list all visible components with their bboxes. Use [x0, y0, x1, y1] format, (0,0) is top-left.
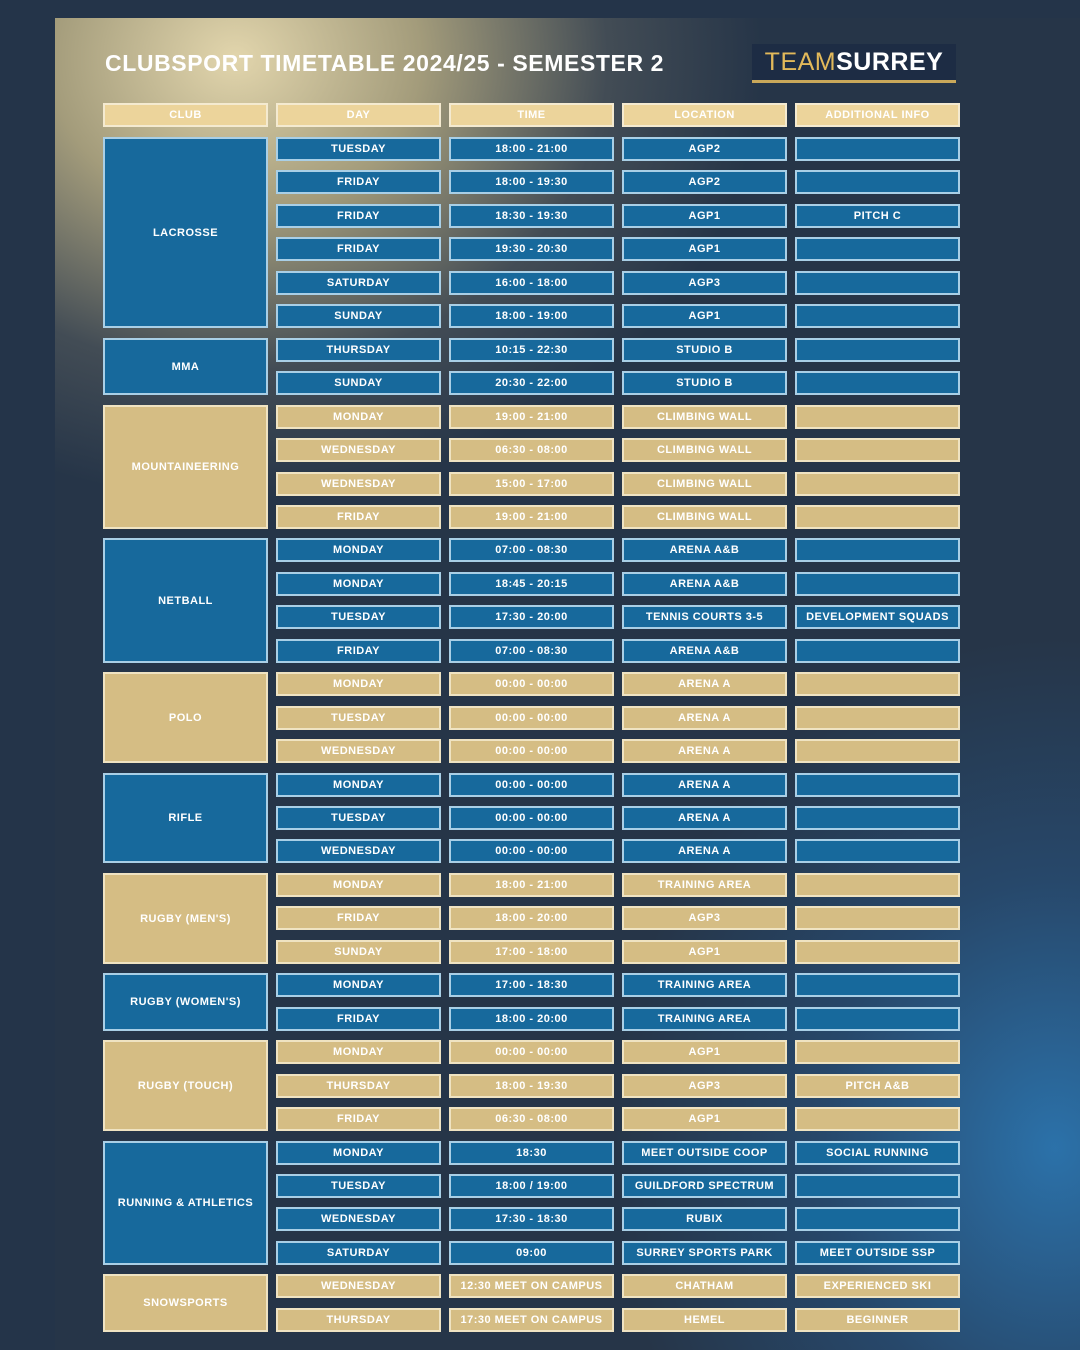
cell-location: CLIMBING WALL [622, 472, 787, 496]
cell-day: THURSDAY [276, 1074, 441, 1098]
page-title: CLUBSPORT TIMETABLE 2024/25 - SEMESTER 2 [105, 50, 665, 76]
cell-day: MONDAY [276, 572, 441, 596]
cell-day: SUNDAY [276, 940, 441, 964]
cell-time: 17:00 - 18:00 [449, 940, 614, 964]
cell-day: THURSDAY [276, 1308, 441, 1332]
cell-info [795, 940, 960, 964]
cell-time: 17:30 MEET ON CAMPUS [449, 1308, 614, 1332]
cell-day: SUNDAY [276, 371, 441, 395]
cell-location: AGP1 [622, 940, 787, 964]
cell-day: SATURDAY [276, 271, 441, 295]
cell-time: 18:45 - 20:15 [449, 572, 614, 596]
cell-time: 10:15 - 22:30 [449, 338, 614, 362]
cell-time: 00:00 - 00:00 [449, 839, 614, 863]
cell-info [795, 1207, 960, 1231]
cell-day: WEDNESDAY [276, 1274, 441, 1298]
cell-info [795, 873, 960, 897]
cell-info [795, 505, 960, 529]
club-name: POLO [103, 672, 268, 763]
cell-info [795, 371, 960, 395]
cell-location: RUBIX [622, 1207, 787, 1231]
cell-day: TUESDAY [276, 706, 441, 730]
club-name: RIFLE [103, 773, 268, 863]
cell-day: MONDAY [276, 973, 441, 997]
cell-day: THURSDAY [276, 338, 441, 362]
cell-time: 17:00 - 18:30 [449, 973, 614, 997]
cell-day: FRIDAY [276, 237, 441, 261]
cell-time: 19:30 - 20:30 [449, 237, 614, 261]
cell-time: 00:00 - 00:00 [449, 739, 614, 763]
cell-time: 18:00 - 19:00 [449, 304, 614, 328]
cell-location: CHATHAM [622, 1274, 787, 1298]
cell-time: 16:00 - 18:00 [449, 271, 614, 295]
cell-location: AGP1 [622, 1107, 787, 1131]
club-name: LACROSSE [103, 137, 268, 328]
header-location: LOCATION [622, 103, 787, 127]
cell-day: SUNDAY [276, 304, 441, 328]
cell-info [795, 237, 960, 261]
cell-info [795, 538, 960, 562]
cell-location: HEMEL [622, 1308, 787, 1332]
cell-info [795, 1007, 960, 1031]
cell-location: CLIMBING WALL [622, 405, 787, 429]
cell-info [795, 438, 960, 462]
header-club: CLUB [103, 103, 268, 127]
logo-text-surrey: SURREY [836, 47, 944, 76]
cell-info: EXPERIENCED SKI [795, 1274, 960, 1298]
cell-location: CLIMBING WALL [622, 505, 787, 529]
cell-location: ARENA A [622, 672, 787, 696]
cell-time: 20:30 - 22:00 [449, 371, 614, 395]
cell-info [795, 338, 960, 362]
cell-location: CLIMBING WALL [622, 438, 787, 462]
cell-info: SOCIAL RUNNING [795, 1141, 960, 1165]
cell-location: AGP1 [622, 1040, 787, 1064]
cell-info [795, 906, 960, 930]
cell-location: AGP1 [622, 304, 787, 328]
cell-info [795, 706, 960, 730]
cell-day: WEDNESDAY [276, 438, 441, 462]
cell-info [795, 739, 960, 763]
header-day: DAY [276, 103, 441, 127]
cell-location: ARENA A&B [622, 572, 787, 596]
cell-day: MONDAY [276, 873, 441, 897]
cell-time: 18:00 - 19:30 [449, 170, 614, 194]
cell-time: 15:00 - 17:00 [449, 472, 614, 496]
club-name: RUGBY (MEN'S) [103, 873, 268, 964]
cell-info [795, 304, 960, 328]
cell-info [795, 405, 960, 429]
cell-info [795, 672, 960, 696]
cell-time: 00:00 - 00:00 [449, 672, 614, 696]
cell-location: AGP2 [622, 170, 787, 194]
cell-day: WEDNESDAY [276, 472, 441, 496]
cell-time: 07:00 - 08:30 [449, 639, 614, 663]
cell-info [795, 271, 960, 295]
cell-time: 17:30 - 18:30 [449, 1207, 614, 1231]
header-additional-info: ADDITIONAL INFO [795, 103, 960, 127]
cell-location: ARENA A [622, 839, 787, 863]
cell-time: 18:00 - 20:00 [449, 1007, 614, 1031]
cell-time: 18:00 / 19:00 [449, 1174, 614, 1198]
cell-day: TUESDAY [276, 806, 441, 830]
cell-info [795, 1040, 960, 1064]
cell-location: ARENA A&B [622, 538, 787, 562]
cell-location: TRAINING AREA [622, 873, 787, 897]
cell-time: 12:30 MEET ON CAMPUS [449, 1274, 614, 1298]
cell-info [795, 639, 960, 663]
cell-time: 18:30 [449, 1141, 614, 1165]
cell-day: FRIDAY [276, 204, 441, 228]
club-name: NETBALL [103, 538, 268, 663]
cell-time: 18:00 - 20:00 [449, 906, 614, 930]
cell-time: 18:00 - 21:00 [449, 137, 614, 161]
cell-time: 18:00 - 19:30 [449, 1074, 614, 1098]
cell-location: AGP2 [622, 137, 787, 161]
cell-day: TUESDAY [276, 605, 441, 629]
cell-location: ARENA A [622, 806, 787, 830]
cell-day: WEDNESDAY [276, 739, 441, 763]
club-name: RUNNING & ATHLETICS [103, 1141, 268, 1265]
cell-location: AGP3 [622, 1074, 787, 1098]
cell-time: 19:00 - 21:00 [449, 405, 614, 429]
cell-day: MONDAY [276, 773, 441, 797]
cell-location: AGP3 [622, 906, 787, 930]
cell-day: FRIDAY [276, 505, 441, 529]
cell-location: TRAINING AREA [622, 1007, 787, 1031]
cell-location: TENNIS COURTS 3-5 [622, 605, 787, 629]
cell-location: AGP1 [622, 237, 787, 261]
cell-time: 09:00 [449, 1241, 614, 1265]
cell-time: 00:00 - 00:00 [449, 706, 614, 730]
club-name: RUGBY (WOMEN'S) [103, 973, 268, 1031]
cell-location: AGP3 [622, 271, 787, 295]
cell-location: MEET OUTSIDE COOP [622, 1141, 787, 1165]
cell-info [795, 137, 960, 161]
cell-time: 07:00 - 08:30 [449, 538, 614, 562]
cell-info [795, 773, 960, 797]
cell-time: 18:00 - 21:00 [449, 873, 614, 897]
cell-info: PITCH C [795, 204, 960, 228]
club-name: MOUNTAINEERING [103, 405, 268, 529]
cell-day: MONDAY [276, 1040, 441, 1064]
cell-location: ARENA A&B [622, 639, 787, 663]
cell-day: FRIDAY [276, 170, 441, 194]
cell-location: TRAINING AREA [622, 973, 787, 997]
cell-location: SURREY SPORTS PARK [622, 1241, 787, 1265]
cell-info [795, 806, 960, 830]
cell-day: MONDAY [276, 1141, 441, 1165]
header-time: TIME [449, 103, 614, 127]
cell-info: BEGINNER [795, 1308, 960, 1332]
cell-info [795, 839, 960, 863]
cell-info [795, 170, 960, 194]
cell-location: STUDIO B [622, 371, 787, 395]
cell-location: ARENA A [622, 739, 787, 763]
cell-info [795, 572, 960, 596]
club-name: MMA [103, 338, 268, 395]
cell-day: FRIDAY [276, 1107, 441, 1131]
cell-time: 00:00 - 00:00 [449, 1040, 614, 1064]
cell-location: ARENA A [622, 773, 787, 797]
cell-info: MEET OUTSIDE SSP [795, 1241, 960, 1265]
cell-day: FRIDAY [276, 639, 441, 663]
cell-time: 00:00 - 00:00 [449, 806, 614, 830]
cell-time: 00:00 - 00:00 [449, 773, 614, 797]
cell-info [795, 472, 960, 496]
cell-time: 06:30 - 08:00 [449, 1107, 614, 1131]
cell-day: WEDNESDAY [276, 839, 441, 863]
cell-location: GUILDFORD SPECTRUM [622, 1174, 787, 1198]
cell-info: DEVELOPMENT SQUADS [795, 605, 960, 629]
cell-info [795, 1174, 960, 1198]
cell-location: ARENA A [622, 706, 787, 730]
cell-day: MONDAY [276, 538, 441, 562]
team-surrey-logo [752, 44, 956, 83]
cell-day: MONDAY [276, 405, 441, 429]
cell-location: STUDIO B [622, 338, 787, 362]
cell-time: 17:30 - 20:00 [449, 605, 614, 629]
cell-info [795, 973, 960, 997]
cell-time: 18:30 - 19:30 [449, 204, 614, 228]
cell-day: SATURDAY [276, 1241, 441, 1265]
club-name: RUGBY (TOUCH) [103, 1040, 268, 1131]
cell-time: 06:30 - 08:00 [449, 438, 614, 462]
cell-day: TUESDAY [276, 137, 441, 161]
cell-info [795, 1107, 960, 1131]
club-name: SNOWSPORTS [103, 1274, 268, 1332]
cell-day: MONDAY [276, 672, 441, 696]
cell-day: FRIDAY [276, 906, 441, 930]
cell-location: AGP1 [622, 204, 787, 228]
cell-day: FRIDAY [276, 1007, 441, 1031]
logo-text-team: TEAM [764, 47, 837, 76]
cell-info: PITCH A&B [795, 1074, 960, 1098]
cell-time: 19:00 - 21:00 [449, 505, 614, 529]
cell-day: TUESDAY [276, 1174, 441, 1198]
cell-day: WEDNESDAY [276, 1207, 441, 1231]
